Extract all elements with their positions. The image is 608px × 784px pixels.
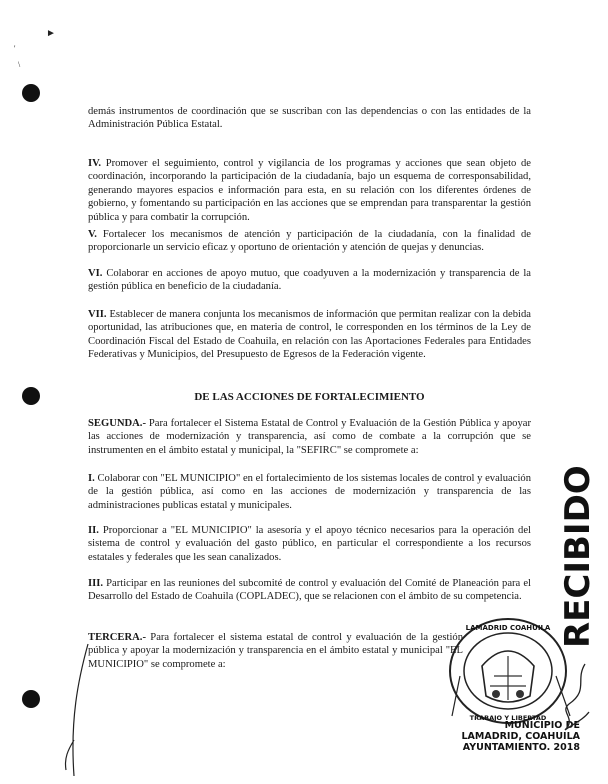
clause-segunda: SEGUNDA.- Para fortalecer el Sistema Estatal de Control y Evaluación de la Gestión Pública y apoyar las acciones de modernización y transparencia, así como de combate a la corrupción que se instrumenten en el ámbito estatal y municipal, la "SEFIRC" se compromete a: bbox=[88, 418, 531, 456]
punch-hole bbox=[22, 84, 40, 102]
punch-hole bbox=[22, 387, 40, 405]
clause-tercera: TERCERA.- Para fortalecer el sistema estatal de control y evaluación de la gestión pública y apoyar la modernización y transparencia en el ámbito estatal y municipal "EL MUNICIPIO" se compromete a: bbox=[88, 632, 463, 670]
punch-hole bbox=[22, 690, 40, 708]
paragraph-vii: VII. Establecer de manera conjunta los mecanismos de información que permitan realizar con la debida oportunidad, las atribuciones que, en materia de control, le corresponden en los términos de la Ley de Coordinación Fiscal del Estado de Coahuila, en relación con las Aportaciones Federales para Entidades Federativas y Municipios, del Presupuesto de Egresos de la Federación vigente. bbox=[88, 309, 531, 361]
svg-text:LAMADRID COAHUILA: LAMADRID COAHUILA bbox=[465, 624, 551, 632]
paragraph-ii: II. Proporcionar a "EL MUNICIPIO" la asesoría y el apoyo técnico necesarios para la operación del sistema de control y evaluación del gasto público, en particular el correspondiente a los recursos estatales y federales que les sean canalizados. bbox=[88, 525, 531, 563]
paragraph-iv: IV. Promover el seguimiento, control y vigilancia de los programas y acciones que sean objeto de coordinación, incorporando la participación de la ciudadanía, bajo un esquema de corresponsabilidad, generando mayores espacios e información para esta, en su relación con los diferentes órdenes de gobierno, y fomentando su participación en las acciones que se emprendan para transparentar la gestión pública y para combatir la corrupción. bbox=[88, 158, 531, 223]
seal-caption: MUNICIPIO DE LAMADRID, COAHUILA AYUNTAMIENTO. 2018 bbox=[461, 720, 580, 753]
section-heading: DE LAS ACCIONES DE FORTALECIMIENTO bbox=[194, 391, 425, 403]
paragraph-v: V. Fortalecer los mecanismos de atención y participación de la ciudadanía, con la finalidad de proporcionarle un servicio eficaz y oportuno de orientación y atención de quejas y denuncias. bbox=[88, 229, 532, 254]
recibido-stamp: RECIBIDO bbox=[558, 465, 598, 648]
scan-mark: ► bbox=[46, 28, 56, 39]
paragraph-i: I. Colaborar con "EL MUNICIPIO" en el fortalecimiento de los sistemas locales de control y evaluación de la gestión pública, así como en las acciones de modernización y transparencia de las administraciones publicas estatal y municipales. bbox=[88, 473, 531, 511]
scan-mark: \ bbox=[18, 60, 21, 69]
scan-mark: ' bbox=[14, 44, 16, 53]
paragraph-vi: VI. Colaborar en acciones de apoyo mutuo, que coadyuven a la modernización y transparencia de la gestión pública en beneficio de la ciudadanía. bbox=[88, 268, 531, 293]
signature-mark-icon bbox=[555, 660, 595, 740]
svg-text:TRABAJO Y LIBERTAD: TRABAJO Y LIBERTAD bbox=[469, 714, 547, 722]
signature-stroke-icon bbox=[60, 640, 100, 780]
paragraph-iii: III. Participar en las reuniones del subcomité de control y evaluación del Comité de Planeación para el Desarrollo del Estado de Coahuila (COPLADEC), que se relacionen con el ámbito de su competencia. bbox=[88, 578, 531, 603]
paragraph-continuation: demás instrumentos de coordinación que se suscriban con las dependencias o con las entidades de la Administración Pública Estatal. bbox=[88, 106, 531, 131]
